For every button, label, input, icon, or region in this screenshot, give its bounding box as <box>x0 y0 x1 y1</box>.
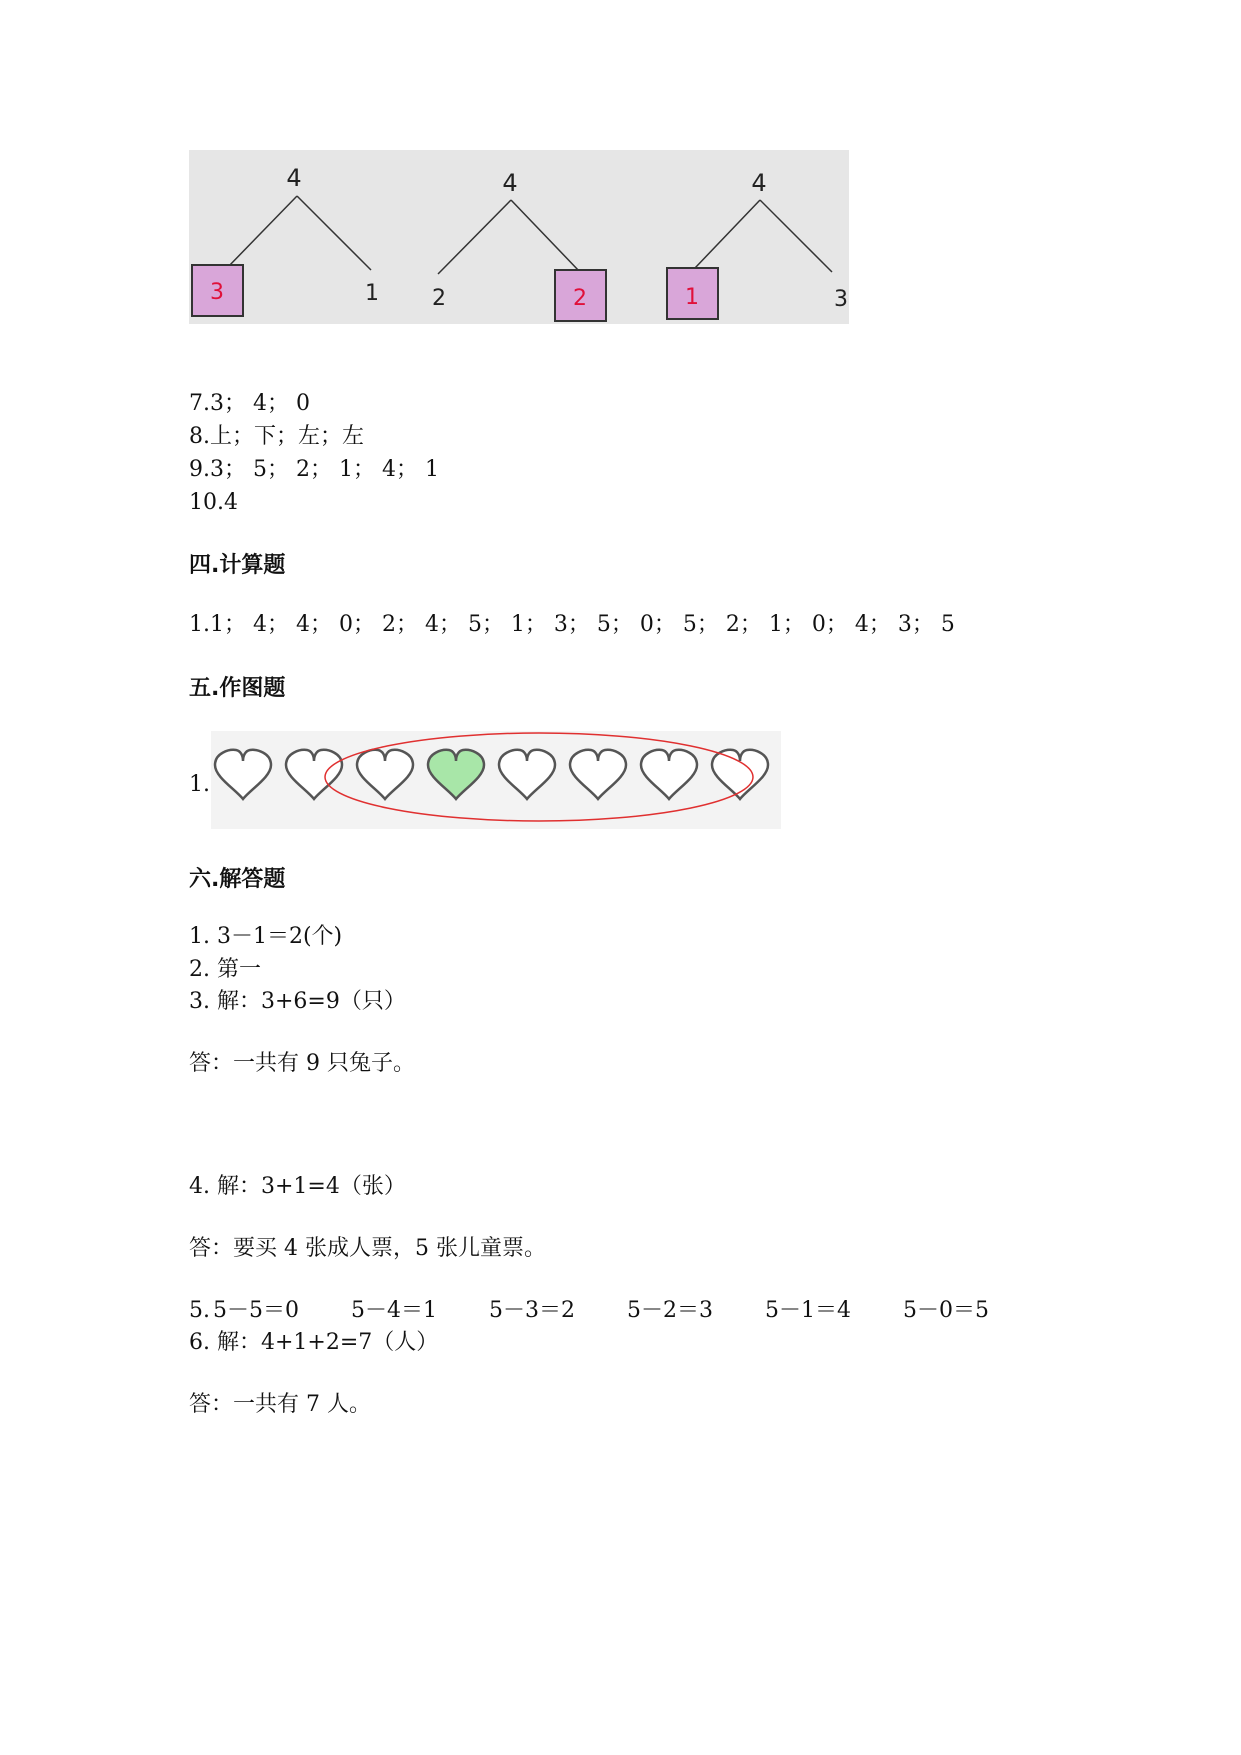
tree-3-right-branch <box>760 200 832 272</box>
answer-9 <box>189 455 439 485</box>
section-5-heading: 五.作图题 <box>189 676 286 701</box>
section-4-answer-text: 1； 4； 4； 0； 2； 4； 5； 1； 3； 5； 0； 5； 2； 1； 0； 4； 3； 5 <box>210 612 955 637</box>
q5-item-4: 5－2＝3 <box>627 1298 713 1323</box>
answer-10-num: 10. <box>189 490 224 515</box>
section-6-q4-answer: 答：要买 4 张成人票，5 张儿童票。 <box>189 1236 546 1261</box>
tree-2-left: 2 <box>432 286 446 311</box>
heart-icon <box>499 750 555 799</box>
section-6-heading: 六.解答题 <box>189 867 286 892</box>
heart-icon <box>215 750 271 799</box>
tree-2-right: 2 <box>573 286 587 311</box>
tree-1-left: 3 <box>210 280 224 305</box>
tree-2-left-branch <box>438 200 511 274</box>
section-6-q5 <box>189 1296 210 1326</box>
tree-1-left-branch <box>227 196 297 268</box>
hearts-figure <box>211 731 781 829</box>
section-6-q6-answer: 答：一共有 7 人。 <box>189 1392 371 1417</box>
tree-3-top: 4 <box>751 169 767 197</box>
tree-2-right-branch <box>511 200 580 272</box>
section-4-answer-num: 1. <box>189 612 210 637</box>
answer-9-text: 3； 5； 2； 1； 4； 1 <box>210 457 439 482</box>
heart-icon <box>428 750 484 799</box>
q5-item-2: 5－4＝1 <box>351 1298 437 1323</box>
answer-10 <box>189 488 238 518</box>
q5-item-3: 5－3＝2 <box>489 1298 575 1323</box>
section-5-answer-num: 1. <box>189 772 210 797</box>
answer-7-num: 7. <box>189 391 210 416</box>
section-4-heading: 四.计算题 <box>189 553 286 578</box>
heart-icon <box>357 750 413 799</box>
answer-9-num: 9. <box>189 457 210 482</box>
answer-7 <box>189 389 310 419</box>
tree-3-left: 1 <box>685 285 699 310</box>
hearts-diagram <box>211 731 781 829</box>
section-6-q6: 6. 解：4+1+2=7（人） <box>189 1330 439 1355</box>
tree-1-top: 4 <box>286 164 302 192</box>
heart-icon <box>641 750 697 799</box>
section-4-answer <box>189 610 955 640</box>
tree-1-right: 1 <box>365 281 379 306</box>
answer-10-text: 4 <box>224 490 238 515</box>
q5-item-6: 5－0＝5 <box>903 1298 989 1323</box>
decomposition-figure <box>189 150 849 324</box>
answer-8 <box>189 422 364 452</box>
tree-2-top: 4 <box>502 169 518 197</box>
heart-icon <box>570 750 626 799</box>
answer-8-text: 上；下；左；左 <box>210 424 365 449</box>
answer-8-num: 8. <box>189 424 210 449</box>
section-6-q2: 2. 第一 <box>189 957 261 982</box>
section-6-q1: 1. 3－1＝2(个) <box>189 924 343 949</box>
tree-3-left-branch <box>695 200 760 268</box>
section-6-q3: 3. 解：3+6=9（只） <box>189 989 406 1014</box>
q5-item-1: 5－5＝0 <box>213 1298 299 1323</box>
decomposition-diagram <box>189 150 849 324</box>
tree-1-right-branch <box>297 196 371 270</box>
answer-7-text: 3； 4； 0 <box>210 391 310 416</box>
section-6-q5-num: 5. <box>189 1298 210 1323</box>
tree-3-right: 3 <box>834 287 848 312</box>
heart-icon <box>286 750 342 799</box>
q5-item-5: 5－1＝4 <box>765 1298 851 1323</box>
section-6-q4: 4. 解：3+1=4（张） <box>189 1174 406 1199</box>
section-6-q3-answer: 答：一共有 9 只兔子。 <box>189 1051 415 1076</box>
